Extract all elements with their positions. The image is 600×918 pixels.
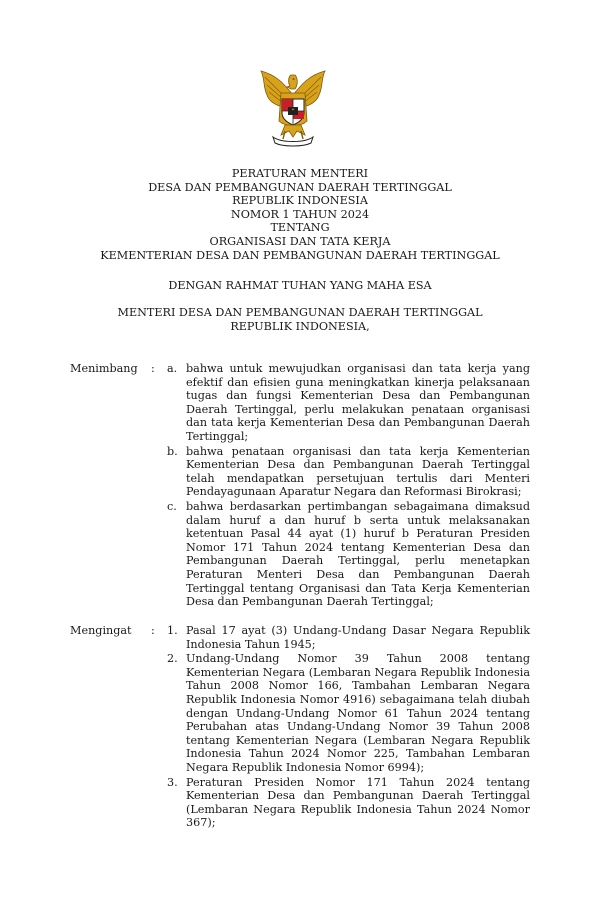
- item-marker: c.: [167, 499, 177, 513]
- menimbang-item: [167, 500, 530, 609]
- garuda-emblem-icon: [255, 65, 331, 149]
- menteri-heading: [0, 306, 600, 333]
- menimbang-item: [167, 445, 530, 499]
- item-text: bahwa penataan organisasi dan tata kerja Kementerian Kementerian Desa dan Pembangunan Daerah Tertinggal telah mendapatkan persetujuan tertulis dari Menteri Pendayagunaan Aparatur Negara dan Reformasi Birokrasi;: [186, 444, 530, 499]
- mengingat-item: [167, 776, 530, 830]
- title-line: KEMENTERIAN DESA DAN PEMBANGUNAN DAERAH TERTINGGAL: [100, 248, 500, 262]
- item-text: bahwa berdasarkan pertimbangan sebagaimana dimaksud dalam huruf a dan huruf b serta untuk melaksanakan ketentuan Pasal 44 ayat (1) huruf b Peraturan Presiden Nomor 171 Tahun 2024 tentang Kementerian Desa dan Pembangunan Daerah Tertinggal, perlu menetapkan Peraturan Menteri Desa dan Pembangunan Daerah Tertinggal tentang Organisasi dan Tata Kerja Kementerian Desa dan Pembangunan Daerah Tertinggal;: [186, 499, 530, 609]
- title-line: REPUBLIK INDONESIA: [232, 194, 368, 208]
- mengingat-list: [167, 624, 530, 831]
- item-marker: b.: [167, 444, 178, 458]
- item-text: bahwa untuk mewujudkan organisasi dan tata kerja yang efektif dan efisien guna meningkatkan kinerja pelaksanaan tugas dan fungsi Kementerian Desa dan Pembangunan Daerah Tertinggal, perlu melakukan penataan organisasi dan tata kerja Kementerian Desa dan Pembangunan Daerah Tertinggal;: [186, 362, 530, 443]
- item-text: Pasal 17 ayat (3) Undang-Undang Dasar Negara Republik Indonesia Tahun 1945;: [186, 624, 530, 651]
- mengingat-item: [167, 624, 530, 651]
- title-line: ORGANISASI DAN TATA KERJA: [209, 234, 391, 248]
- item-marker: 1.: [167, 624, 178, 637]
- regulation-title: [0, 167, 600, 262]
- mengingat-item: [167, 652, 530, 774]
- item-marker: 2.: [167, 652, 178, 666]
- menteri-line: MENTERI DESA DAN PEMBANGUNAN DAERAH TERTINGGAL: [117, 306, 483, 319]
- rahmat-line: [0, 279, 600, 293]
- rahmat-text: DENGAN RAHMAT TUHAN YANG MAHA ESA: [168, 279, 432, 292]
- menimbang-colon: :: [151, 362, 155, 375]
- item-text: Undang-Undang Nomor 39 Tahun 2008 tentang Kementerian Negara (Lembaran Negara Republik Indonesia Tahun 2008 Nomor 166, Tambahan Lembaran Negara Republik Indonesia Nomor 4916) sebagaimana telah diubah dengan Undang-Undang Nomor 61 Tahun 2024 tentang Perubahan atas Undang-Undang Nomor 39 Tahun 2008 tentang Kementerian Negara (Lembaran Negara Republik Indonesia Tahun 2024 Nomor 225, Tambahan Lembaran Negara Republik Indonesia Nomor 6994);: [186, 652, 530, 774]
- mengingat-label: Mengingat: [70, 624, 132, 637]
- title-line: PERATURAN MENTERI: [231, 167, 369, 180]
- mengingat-colon: :: [151, 624, 155, 637]
- title-line: DESA DAN PEMBANGUNAN DAERAH TERTINGGAL: [148, 180, 452, 194]
- menimbang-item: [167, 362, 530, 444]
- title-line: NOMOR 1 TAHUN 2024: [230, 207, 370, 221]
- menimbang-list: [167, 362, 530, 610]
- item-marker: a.: [167, 362, 178, 375]
- item-text: Peraturan Presiden Nomor 171 Tahun 2024 tentang Kementerian Desa dan Pembangunan Daerah Tertinggal (Lembaran Negara Republik Indonesia Tahun 2024 Nomor 367);: [186, 775, 530, 830]
- menimbang-label: Menimbang: [70, 362, 138, 375]
- menteri-line: REPUBLIK INDONESIA,: [230, 319, 370, 333]
- item-marker: 3.: [167, 775, 178, 789]
- title-line: TENTANG: [270, 221, 330, 235]
